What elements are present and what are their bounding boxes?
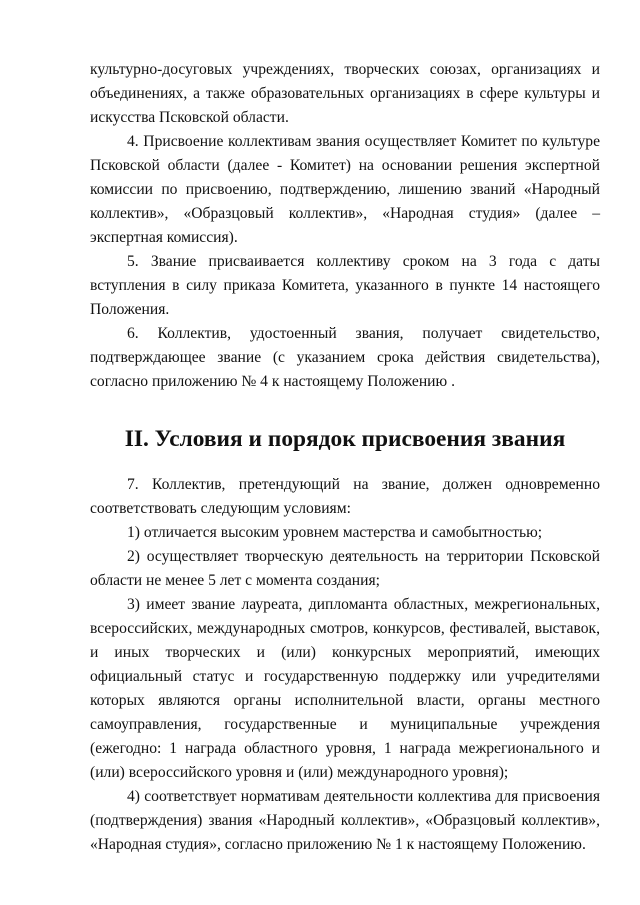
paragraph-continuation: культурно-досуговых учреждениях, творческих союзах, организациях и объединениях, а также образовательных организациях в сфере культуры и искусства Псковской области. bbox=[90, 61, 600, 126]
paragraph-condition-3: 3) имеет звание лауреата, дипломанта областных, межрегиональных, всероссийских, международных смотров, конкурсов, фестивалей, выставок, и иных творческих и (или) конкурсных мероприятий, имеющих официальный статус и государственную поддержку или учредителями которых являются органы исполнительной власти, органы местного самоуправления, государственные и муниципальные учреждения (ежегодно: 1 награда областного уровня, 1 награда межрегионального и (или) всероссийского уровня и (или) международного уровня); bbox=[90, 596, 600, 781]
paragraph-item-5: 5. Звание присваивается коллективу сроком на 3 года с даты вступления в силу приказа Комитета, указанного в пункте 14 настоящего Положения. bbox=[90, 253, 600, 318]
paragraph-condition-2: 2) осуществляет творческую деятельность на территории Псковской области не менее 5 лет с момента создания; bbox=[90, 548, 600, 589]
paragraph-item-7: 7. Коллектив, претендующий на звание, должен одновременно соответствовать следующим условиям: bbox=[90, 476, 600, 517]
paragraph-item-6: 6. Коллектив, удостоенный звания, получает свидетельство, подтверждающее звание (с указанием срока действия свидетельства), согласно приложению № 4 к настоящему Положению . bbox=[90, 325, 600, 390]
spacer bbox=[90, 451, 600, 473]
paragraph-item-4: 4. Присвоение коллективам звания осуществляет Комитет по культуре Псковской области (далее - Комитет) на основании решения экспертной комиссии по присвоению, подтверждению, лишению званий «Народный коллектив», «Образцовый коллектив», «Народная студия» (далее – экспертная комиссия). bbox=[90, 133, 600, 246]
spacer bbox=[90, 394, 600, 427]
paragraph-condition-4: 4) соответствует нормативам деятельности коллектива для присвоения (подтверждения) звания «Народный коллектив», «Образцовый коллектив», «Народная студия», согласно приложению № 1 к настоящему Положению. bbox=[90, 788, 600, 853]
document-page bbox=[90, 58, 600, 857]
section-heading: II. Условия и порядок присвоения звания bbox=[124, 426, 566, 452]
paragraph-condition-1: 1) отличается высоким уровнем мастерства и самобытностью; bbox=[127, 524, 543, 541]
